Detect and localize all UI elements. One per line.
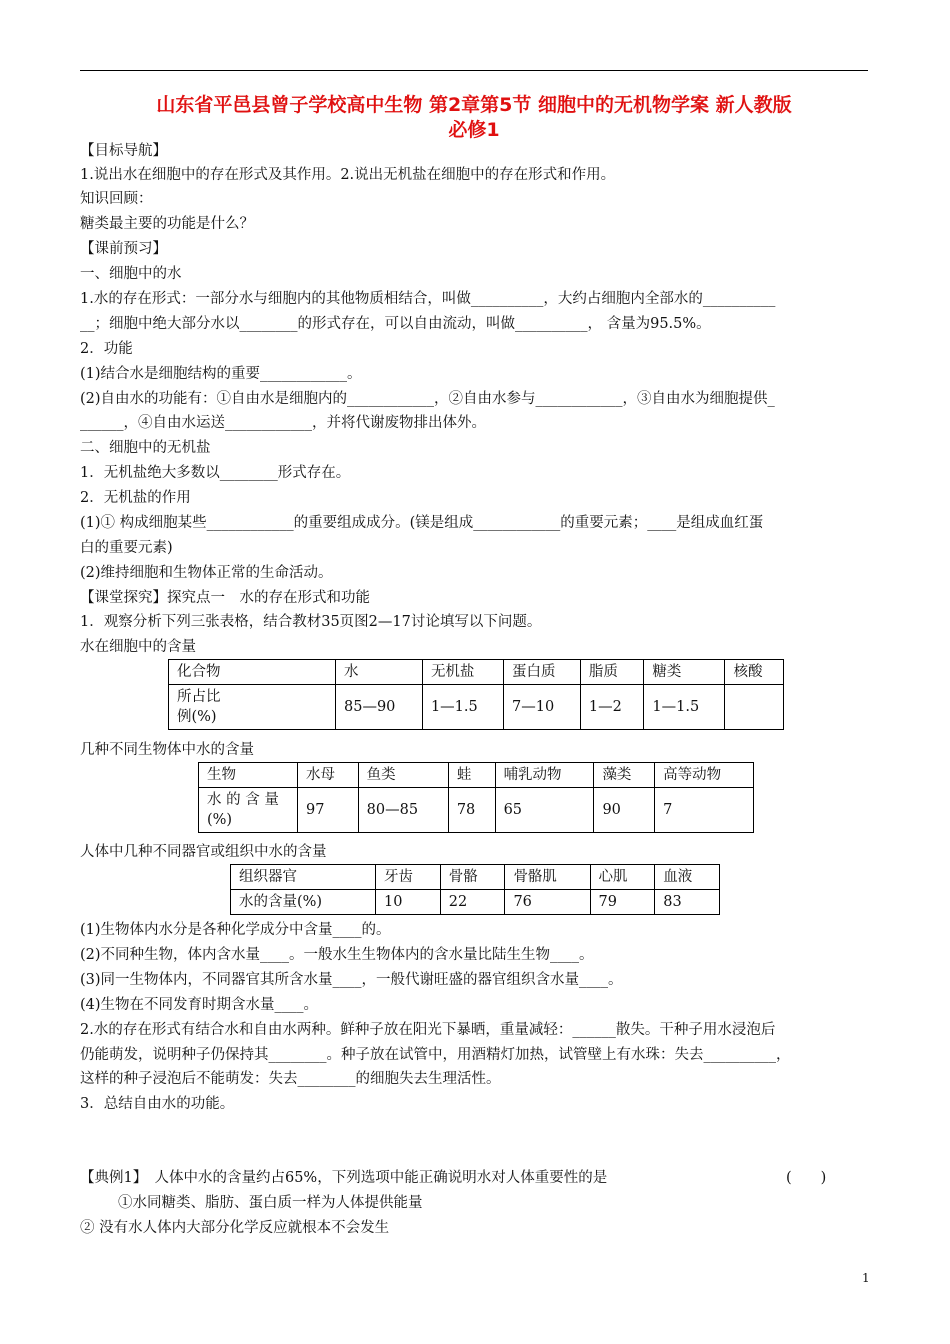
text-line: (2)自由水的功能有：①自由水是细胞内的____________，②自由水参与____________，③自由水为细胞提供_ [80,391,775,407]
text-line: (1)① 构成细胞某些____________的重要组成成分。(镁是组成____________的重要元素；____是组成血红蛋 [80,515,764,531]
page-number: 1 [862,1271,870,1285]
table-cell [725,685,784,730]
table-cell: 牙齿 [376,865,441,890]
text-line: 1．观察分析下列三张表格，结合教材35页图2—17讨论填写以下问题。 [80,614,542,630]
table-cell: 生物 [199,763,298,788]
table-cell: 1—1.5 [422,685,503,730]
table-cell: 组织器官 [231,865,376,890]
table-cell: 1—1.5 [644,685,725,730]
table-cell: 7—10 [504,685,581,730]
table-cell: 脂质 [580,660,643,685]
text-line: 2．功能 [80,341,133,357]
table-cell: 7 [655,788,754,833]
table-cell: 22 [440,890,505,915]
table1-caption: 水在细胞中的含量 [80,639,196,655]
question-line: 3．总结自由水的功能。 [80,1096,235,1112]
table-cell: 97 [298,788,359,833]
question-line: 2.水的存在形式有结合水和自由水两种。鲜种子放在阳光下暴晒，重量减轻：______散失。干种子用水浸泡后 [80,1022,776,1038]
text-line: 糖类最主要的功能是什么？ [80,216,254,232]
table-cell: 藻类 [594,763,655,788]
table-cell: 1—2 [580,685,643,730]
title-line-2: 必修1 [448,119,500,141]
table-row-label [169,685,336,730]
text-line: 1．无机盐绝大多数以________形式存在。 [80,465,351,481]
table-cell: 水母 [298,763,359,788]
water-content-organism-table [198,762,754,833]
table-row-label [199,788,298,833]
table-cell: 无机盐 [422,660,503,685]
table-cell: 76 [505,890,590,915]
label-part: (%) [207,812,233,828]
table-cell: 核酸 [725,660,784,685]
text-line: (1)结合水是细胞结构的重要____________。 [80,366,362,382]
table-cell: 蛙 [448,763,495,788]
water-content-cell-table [168,659,784,730]
table-cell: 78 [448,788,495,833]
table2-caption: 几种不同生物体中水的含量 [80,742,254,758]
text-line: 知识回顾： [80,191,153,207]
question-line: (1)生物体内水分是各种化学成分中含量____的。 [80,922,391,938]
label-part: 所占比 [177,689,221,705]
table-cell: 化合物 [169,660,336,685]
text-line: 一、细胞中的水 [80,266,182,282]
question-line: (4)生物在不同发育时期含水量____。 [80,997,319,1013]
water-content-organ-table [230,864,720,915]
section-explore-heading: 【课堂探究】探究点一 水的存在形式和功能 [80,590,370,606]
table-cell: 水 [336,660,423,685]
table-cell: 80—85 [358,788,448,833]
table-cell: 85—90 [336,685,423,730]
text-line: 2．无机盐的作用 [80,490,191,506]
text-line: __；细胞中绝大部分水以________的形式存在，可以自由流动，叫做__________， 含量为95.5%。 [80,316,711,332]
table-cell: 10 [376,890,441,915]
text-line: 白的重要元素) [80,540,173,556]
text-line: 1.水的存在形式：一部分水与细胞内的其他物质相结合，叫做__________，大约占细胞内全部水的__________ [80,291,776,307]
example-question: 【典例1】 人体中水的含量约占65%，下列选项中能正确说明水对人体重要性的是 [80,1170,608,1186]
table-cell: 65 [495,788,594,833]
example-option-2: ② 没有水人体内大部分化学反应就根本不会发生 [80,1220,390,1236]
text-line: (2)维持细胞和生物体正常的生命活动。 [80,565,333,581]
answer-bracket: ( ) [786,1170,827,1186]
label-part: 例(%) [177,709,217,725]
question-line: (3)同一生物体内，不同器官其所含水量____，一般代谢旺盛的器官组织含水量____。 [80,972,623,988]
table-cell: 高等动物 [655,763,754,788]
table-cell: 骨骼肌 [505,865,590,890]
text-line: 二、细胞中的无机盐 [80,440,211,456]
table-cell: 血液 [655,865,720,890]
text-line: 1.说出水在细胞中的存在形式及其作用。2.说出无机盐在细胞中的存在形式和作用。 [80,167,616,183]
table-cell: 哺乳动物 [495,763,594,788]
question-line: (2)不同种生物，体内含水量____。一般水生生物体内的含水量比陆生生物____。 [80,947,594,963]
table-cell: 鱼类 [358,763,448,788]
label-part: 水 的 含 量 [207,792,279,808]
table-cell: 糖类 [644,660,725,685]
table3-caption: 人体中几种不同器官或组织中水的含量 [80,844,327,860]
table-cell: 79 [590,890,655,915]
section-goal-heading: 【目标导航】 [80,143,167,159]
title-line-1: 山东省平邑县曾子学校高中生物 第2章第5节 细胞中的无机物学案 新人教版 [156,94,792,116]
table-cell: 83 [655,890,720,915]
table-cell: 水的含量(%) [231,890,376,915]
question-line: 仍能萌发，说明种子仍保持其________。种子放在试管中，用酒精灯加热，试管壁上有水珠：失去__________， [80,1047,791,1063]
table-cell: 90 [594,788,655,833]
text-line: ______，④自由水运送____________，并将代谢废物排出体外。 [80,415,486,431]
table-cell: 骨骼 [440,865,505,890]
example-option-1: ①水同糖类、脂肪、蛋白质一样为人体提供能量 [118,1195,423,1211]
table-cell: 心肌 [590,865,655,890]
table-cell: 蛋白质 [504,660,581,685]
top-rule [80,70,868,71]
section-preview-heading: 【课前预习】 [80,241,167,257]
question-line: 这样的种子浸泡后不能萌发：失去________的细胞失去生理活性。 [80,1071,501,1087]
